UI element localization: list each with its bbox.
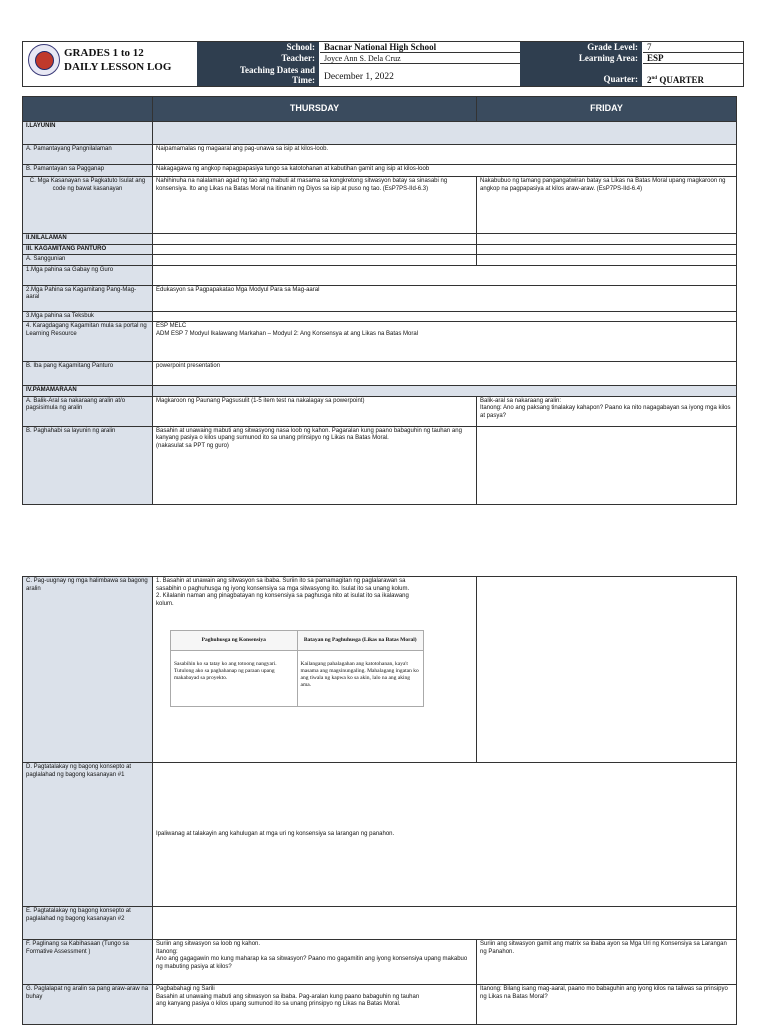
kabihasaan-thursday: Suriin ang sitwasyon sa loob ng kahon. Itanong: Ano ang gagagawin mo kung maharap ka sa sitwasyon? Paano mo gagamitin ang iyong konsensiya upang makabuo ng mabuting pasiya at kilos? <box>153 940 477 985</box>
pamamaraan-band <box>153 386 737 397</box>
row-label-pag-uugnay: C. Pag-uugnay ng mga halimbawa sa bagong aralin <box>23 577 153 763</box>
mini-cell-batayan: Kailangang pahalagahan ang katotohanan, kaya't masama ang magsinungaling. Mahalagang ingatan ko ang tiwala ng kapwa ko sa akin, lalo na ang aking ama. <box>297 651 424 707</box>
logo-line1: GRADES 1 to 12 <box>64 47 144 59</box>
layunin-heading: I.LAYUNIN <box>23 122 153 145</box>
paglalapat-thursday: Pagbabahagi ng Sarili Basahin at unawaing mabuti ang sitwasyon sa ibaba. Pag-aralan kung paano babaguhin ng tauhan ang kanyang pasiya o kilos upang sumunod ito sa unang prinsipyo ng Likas na Batas Moral. <box>153 985 477 1025</box>
row-label-teksbuk: 3.Mga pahina sa Teksbuk <box>23 311 153 322</box>
lesson-log-table-1 <box>22 96 737 505</box>
quarter-label: Quarter: <box>520 64 642 86</box>
pagtatalakay-2-text <box>153 907 737 940</box>
row-label-iba-pang-kagamitan: B. Iba pang Kagamitang Panturo <box>23 362 153 386</box>
pagganap-text: Nakagagawa ng angkop napagpapasiya tungo sa katotohanan at kabutihan gamit ang isip at kilos-loob <box>153 165 737 177</box>
row-label-paghahabi: B. Paghahabi sa layunin ng aralin <box>23 426 153 504</box>
balik-aral-friday: Balik-aral sa nakaraang aralin: Itanong: Ano ang paksang tinalakay kahapon? Paano ka nito nagagabayan sa iyong mga kilos at pasya? <box>477 396 737 426</box>
kasanayan-friday: Nakabubuo ng tamang pangangatwiran batay sa Likas na Batas Moral upang magkaroon ng angkop na pagpapasiya at kilos araw-araw. (EsP7PS-IId-6.4) <box>477 177 737 234</box>
kagamitan-heading: III. KAGAMITANG PANTURO <box>23 244 153 255</box>
nilalaman-friday <box>477 234 737 245</box>
row-label-sanggunian: A. Sanggunian <box>23 255 153 266</box>
pagtatalakay-1-text: Ipaliwanag at talakayin ang kahulugan at mga uri ng konsensiya sa larangan ng panahon. <box>153 763 737 907</box>
balik-aral-thursday: Magkaroon ng Paunang Pagsusulit (1-5 item test na nakalagay sa powerpoint) <box>153 396 477 426</box>
area-label: Learning Area: <box>520 53 642 64</box>
teacher-label: Teacher: <box>197 53 319 64</box>
paghahabi-thursday: Basahin at unawaing mabuti ang sitwasyong nasa loob ng kahon. Pagaralan kung paano babaguhin ng tauhan ang kanyang pasiya o kilos upang sumunod ito sa unang prinsipyo ng Likas na Batas Moral. (nakasulat sa PPT ng guro) <box>153 426 477 504</box>
grade-value: 7 <box>643 42 743 53</box>
iba-pang-kagamitan-text: powerpoint presentation <box>153 362 737 386</box>
row-label-kagamitang-pang-mag-aaral: 2.Mga Pahina sa Kagamitang Pang-Mag-aaral <box>23 285 153 311</box>
row-label-gabay-guro: 1.Mga pahina sa Gabay ng Guro <box>23 265 153 285</box>
pag-uugnay-friday <box>477 577 737 763</box>
mini-cell-paghuhusga: Sasabihin ko sa tatay ko ang totoong nangyari. Tutulong ako sa paghahanap ng paraan upang makabayad sa proyekto. <box>171 651 298 707</box>
gabay-guro-text <box>153 265 737 285</box>
sanggunian-friday <box>477 255 737 266</box>
day-header-blank <box>23 97 153 122</box>
row-label-pagtatalakay-2: E. Pagtatalakay ng bagong konsepto at paglalahad ng bagong kasanayan #2 <box>23 907 153 940</box>
teksbuk-text <box>153 311 737 322</box>
nilalaman-heading: II.NILALAMAN <box>23 234 153 245</box>
kasanayan-thursday: Nahihinuha na nalalaman agad ng tao ang mabuti at masama sa kongkretong sitwasyon batay sa sinasabi ng konsensiya. Ito ang Likas na Batas Moral na itinanim ng Diyos sa isip at puso ng tao. (EsP7PS-IId-6.3) <box>153 177 477 234</box>
paghahabi-friday <box>477 426 737 504</box>
dates-value: December 1, 2022 <box>324 72 394 82</box>
kagamitan-thursday <box>153 244 477 255</box>
row-label-kabihasaan: F. Paglinang sa Kabihasaan (Tungo sa Formative Assessment ) <box>23 940 153 985</box>
row-label-pagganap: B. Pamantayan sa Pagganap <box>23 165 153 177</box>
school-label: School: <box>197 42 319 53</box>
school-value: Bacnar National High School <box>320 42 520 53</box>
layunin-band <box>153 122 737 145</box>
kagamitan-friday <box>477 244 737 255</box>
pangnilalaman-text: Naipamamalas ng magaaral ang pag-unawa sa isip at kilos-loob. <box>153 145 737 165</box>
paglalapat-friday: Itanong: Bilang isang mag-aaral, paano mo babaguhin ang iyong kilos na taliwas sa prinsipyo ng Likas na Batas Moral? <box>477 985 737 1025</box>
sanggunian-thursday <box>153 255 477 266</box>
row-label-learning-resource: 4. Karagdagang Kagamitan mula sa portal ng Learning Resource <box>23 322 153 362</box>
row-label-pagtatalakay-1: D. Pagtatalakay ng bagong konsepto at paglalahad ng bagong kasanayan #1 <box>23 763 153 907</box>
kagamitang-pang-mag-aaral-text: Edukasyon sa Pagpapakatao Mga Modyul Para sa Mag-aaral <box>153 285 737 311</box>
learning-resource-text: ESP MELC ADM ESP 7 Modyul Ikalawang Markahan – Modyul 2: Ang Konsensya at ang Likas na Batas Moral <box>153 322 737 362</box>
lesson-log-table-2 <box>22 576 737 1025</box>
row-label-paglalapat: G. Paglalapat ng aralin sa pang araw-araw na buhay <box>23 985 153 1025</box>
teacher-value: Joyce Ann S. Dela Cruz <box>320 53 520 64</box>
kabihasaan-friday: Suriin ang sitwasyon gamit ang matrix sa ibaba ayon sa Mga Uri ng Konsensiya sa Larangan ng Panahon. <box>477 940 737 985</box>
grade-label: Grade Level: <box>520 42 642 53</box>
thursday-header: THURSDAY <box>153 97 477 122</box>
nilalaman-thursday <box>153 234 477 245</box>
friday-header: FRIDAY <box>477 97 737 122</box>
konsensiya-mini-table <box>170 630 424 707</box>
area-value: ESP <box>643 53 743 64</box>
mini-header-paghuhusga: Paghuhusga ng Konsensiya <box>171 631 298 651</box>
deped-seal-icon <box>28 44 60 76</box>
row-label-kasanayan: C. Mga Kasanayan sa Pagkatuto Isulat ang code ng bawat kasanayan <box>23 177 153 234</box>
quarter-value: 2nd QUARTER <box>647 75 705 85</box>
pamamaraan-heading: IV.PAMAMARAAN <box>23 386 153 397</box>
row-label-balik-aral: A. Balik-Aral sa nakaraang aralin at/o pagsisimula ng aralin <box>23 396 153 426</box>
row-label-pangnilalaman: A. Pamantayang Pangnilalaman <box>23 145 153 165</box>
mini-header-batayan: Batayan ng Paghuhusga (Likas na Batas Moral) <box>297 631 424 651</box>
dates-label: Teaching Dates and Time: <box>197 64 319 86</box>
pag-uugnay-thursday: 1. Basahin at unawain ang sitwasyon sa ibaba. Suriin ito sa pamamagitan ng paglalarawan sa sasabihin o paghuhusga ng iyong konsensiya sa mga sitwasyong ito. Isulat ito sa unang kolum. 2. Kilalanin naman ang pinagbatayan ng konsensiya sa paghusga nito at isulat ito sa ikalawang kolum. Paghuhusga ng Konsensiya Batayan ng Paghuhusga (Likas na Batas Moral) Sasabihin ko sa tatay ko ang totoong nangyari. Tutulong ako sa paghahanap ng paraan upang makabayad sa proyekto. Kailangang pahalagahan ang katotohanan, kaya't masama ang magsinungaling. Mahalagang ingatan ko ang tiwala ng kapwa ko sa akin, lalo na ang aking ama. <box>153 577 477 763</box>
logo-line2: DAILY LESSON LOG <box>64 61 172 73</box>
